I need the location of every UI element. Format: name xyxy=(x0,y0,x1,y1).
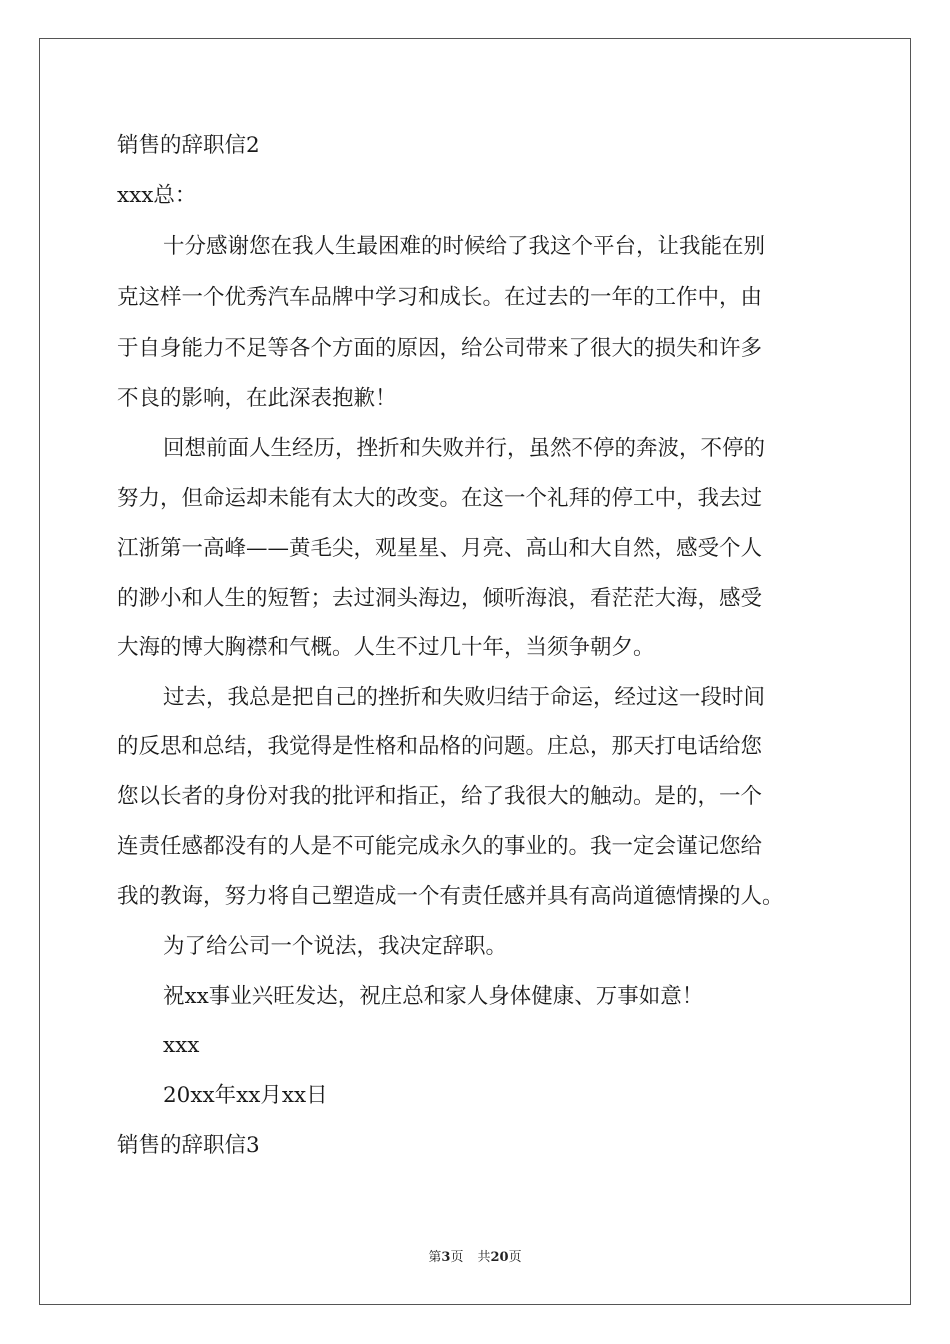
paragraph-line: 江浙第一高峰——黄毛尖，观星星、月亮、高山和大自然，感受个人 xyxy=(117,536,763,561)
paragraph-line: 克这样一个优秀汽车品牌中学习和成长。在过去的一年的工作中，由 xyxy=(117,285,763,310)
paragraph-line: 连责任感都没有的人是不可能完成永久的事业的。我一定会谨记您给 xyxy=(117,834,763,859)
section-title: 销售的辞职信2 xyxy=(117,133,260,158)
page-footer xyxy=(0,1246,950,1265)
paragraph-line: 我的教诲，努力将自己塑造成一个有责任感并具有高尚道德情操的人。 xyxy=(117,884,784,909)
paragraph-line: 过去，我总是把自己的挫折和失败归结于命运，经过这一段时间 xyxy=(163,685,766,710)
paragraph-line: 的渺小和人生的短暂；去过洞头海边，倾听海浪，看茫茫大海，感受 xyxy=(117,586,763,611)
paragraph-line: 十分感谢您在我人生最困难的时候给了我这个平台，让我能在别 xyxy=(163,234,766,259)
current-page-number: 3 xyxy=(441,1250,451,1265)
section-title: 销售的辞职信3 xyxy=(117,1133,260,1158)
signature-name: xxx xyxy=(163,1033,200,1058)
paragraph-line: 您以长者的身份对我的批评和指正，给了我很大的触动。是的，一个 xyxy=(117,784,763,809)
paragraph-line: 回想前面人生经历，挫折和失败并行，虽然不停的奔波，不停的 xyxy=(163,436,766,461)
salutation: xxx总： xyxy=(117,183,197,208)
total-suffix: 页 xyxy=(508,1250,522,1265)
paragraph-line: 为了给公司一个说法，我决定辞职。 xyxy=(163,934,508,959)
paragraph-line: 努力，但命运却未能有太大的改变。在这一个礼拜的停工中，我去过 xyxy=(117,486,763,511)
page-suffix: 页 xyxy=(450,1250,464,1265)
paragraph-line: 不良的影响，在此深表抱歉！ xyxy=(117,386,397,411)
page-prefix: 第 xyxy=(428,1250,442,1265)
closing-wishes: 祝xx事业兴旺发达，祝庄总和家人身体健康、万事如意！ xyxy=(163,984,704,1009)
total-prefix: 共 xyxy=(477,1250,491,1265)
paragraph-line: 于自身能力不足等各个方面的原因，给公司带来了很大的损失和许多 xyxy=(117,336,763,361)
total-page-count: 20 xyxy=(490,1250,509,1265)
paragraph-line: 大海的博大胸襟和气概。人生不过几十年，当须争朝夕。 xyxy=(117,635,655,660)
paragraph-line: 的反思和总结，我觉得是性格和品格的问题。庄总，那天打电话给您 xyxy=(117,734,763,759)
signature-date: 20xx年xx月xx日 xyxy=(163,1083,328,1108)
